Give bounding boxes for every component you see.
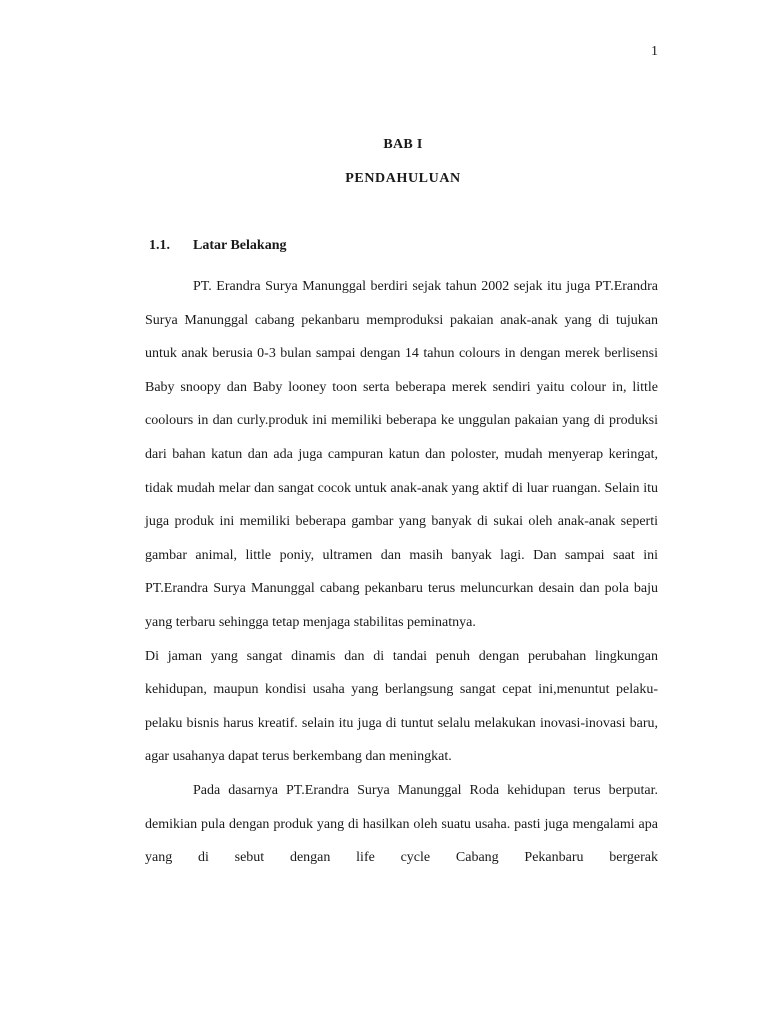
- chapter-subtitle: PENDAHULUAN: [345, 171, 461, 186]
- paragraph: Di jaman yang sangat dinamis dan di tandai penuh dengan perubahan lingkungan kehidupan, maupun kondisi usaha yang berlangsung sangat cepat ini,menuntut pelaku-pelaku bisnis harus kreatif. selain itu juga di tuntut selalu melakukan inovasi-inovasi baru, agar usahanya dapat terus berkembang dan meningkat.: [145, 648, 658, 765]
- page-number: 1: [651, 44, 658, 59]
- chapter-title: BAB I: [383, 137, 423, 152]
- paragraph: PT. Erandra Surya Manunggal berdiri sejak tahun 2002 sejak itu juga PT.Erandra Surya Manunggal cabang pekanbaru memproduksi pakaian anak-anak yang di tujukan untuk anak berusia 0-3 bulan sampai dengan 14 tahun colours in dengan merek berlisensi Baby snoopy dan Baby looney toon serta beberapa merek sendiri yaitu colour in, little coolours in dan curly.produk ini memiliki beberapa ke unggulan pakaian yang di produksi dari bahan katun dan ada juga campuran katun dan poloster, mudah menyerap keringat, tidak mudah melar dan sangat cocok untuk anak-anak yang aktif di luar ruangan. Selain itu juga produk ini memiliki beberapa gambar yang banyak di sukai oleh anak-anak seperti gambar animal, little poniy, ultramen dan masih banyak lagi. Dan sampai saat ini PT.Erandra Surya Manunggal cabang pekanbaru terus meluncurkan desain dan pola baju yang terbaru sehingga tetap menjaga stabilitas peminatnya.: [145, 279, 658, 630]
- section-number: 1.1.: [149, 238, 170, 253]
- body-text: [145, 270, 658, 875]
- section-heading: [149, 238, 286, 254]
- paragraph: Pada dasarnya PT.Erandra Surya Manunggal Roda kehidupan terus berputar. demikian pula dengan produk yang di hasilkan oleh suatu usaha. pasti juga mengalami apa yang di sebut dengan life cycle Cabang Pekanbaru bergerak: [145, 782, 658, 866]
- section-title: Latar Belakang: [193, 238, 287, 253]
